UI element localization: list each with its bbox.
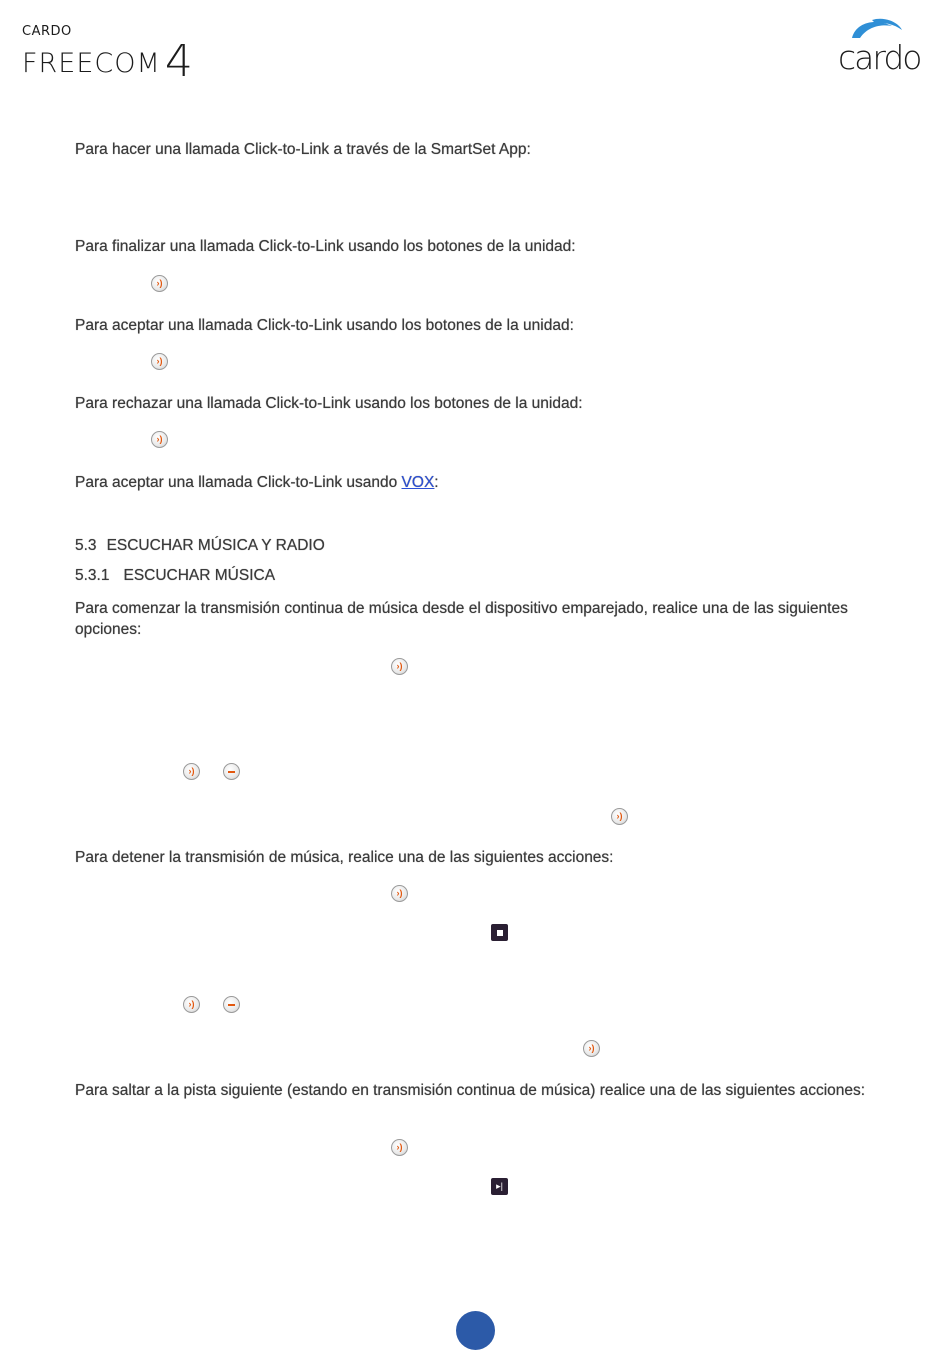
vox-link[interactable]: VOX	[401, 474, 435, 491]
paragraph-accept-vox	[75, 472, 875, 493]
paragraph-start-music: Para comenzar la transmisión continua de música desde el dispositivo emparejado, realice una de las siguientes opciones:	[75, 600, 848, 638]
section-heading	[75, 535, 325, 556]
product-name: FREECOM	[22, 48, 161, 79]
section-title: ESCUCHAR MÚSICA Y RADIO	[106, 537, 325, 554]
paragraph-accept-call: Para aceptar una llamada Click-to-Link usando los botones de la unidad:	[75, 317, 574, 334]
page-number-badge	[456, 1311, 495, 1350]
volume-minus-icon	[223, 996, 240, 1013]
paragraph-reject-call: Para rechazar una llamada Click-to-Link usando los botones de la unidad:	[75, 395, 583, 412]
paragraph-stop-music: Para detener la transmisión de música, realice una de las siguientes acciones:	[75, 849, 614, 866]
mobile-button-icon: ›)	[611, 808, 628, 825]
mobile-button-icon: ›)	[183, 763, 200, 780]
paragraph-accept-vox-text: Para aceptar una llamada Click-to-Link usando	[75, 474, 402, 491]
product-number: 4	[164, 36, 193, 87]
subsection-number: 5.3.1	[75, 567, 110, 584]
mobile-button-icon: ›)	[183, 996, 200, 1013]
app-next-icon: ▸|	[491, 1178, 508, 1195]
mobile-button-icon: ›)	[151, 353, 168, 370]
mobile-button-icon: ›)	[391, 885, 408, 902]
mobile-button-icon: ›)	[151, 431, 168, 448]
subsection-heading	[75, 565, 275, 586]
paragraph-end-call: Para finalizar una llamada Click-to-Link usando los botones de la unidad:	[75, 238, 576, 255]
subsection-title: ESCUCHAR MÚSICA	[123, 567, 276, 584]
volume-minus-icon	[223, 763, 240, 780]
section-number: 5.3	[75, 537, 97, 554]
app-stop-icon	[491, 924, 508, 941]
mobile-button-icon: ›)	[391, 1139, 408, 1156]
mobile-button-icon: ›)	[151, 275, 168, 292]
mobile-button-icon: ›)	[583, 1040, 600, 1057]
cardo-logo	[838, 16, 928, 77]
product-logo	[22, 24, 193, 87]
paragraph-smartset-call: Para hacer una llamada Click-to-Link a través de la SmartSet App:	[75, 141, 531, 158]
paragraph-next-track: Para saltar a la pista siguiente (estando en transmisión continua de música) realice una de las siguientes acciones:	[75, 1082, 866, 1099]
mobile-button-icon: ›)	[391, 658, 408, 675]
brand-small-label: CARDO	[22, 24, 72, 39]
paragraph-accept-vox-colon: :	[434, 474, 439, 491]
cardo-logo-text: cardo	[838, 38, 921, 77]
